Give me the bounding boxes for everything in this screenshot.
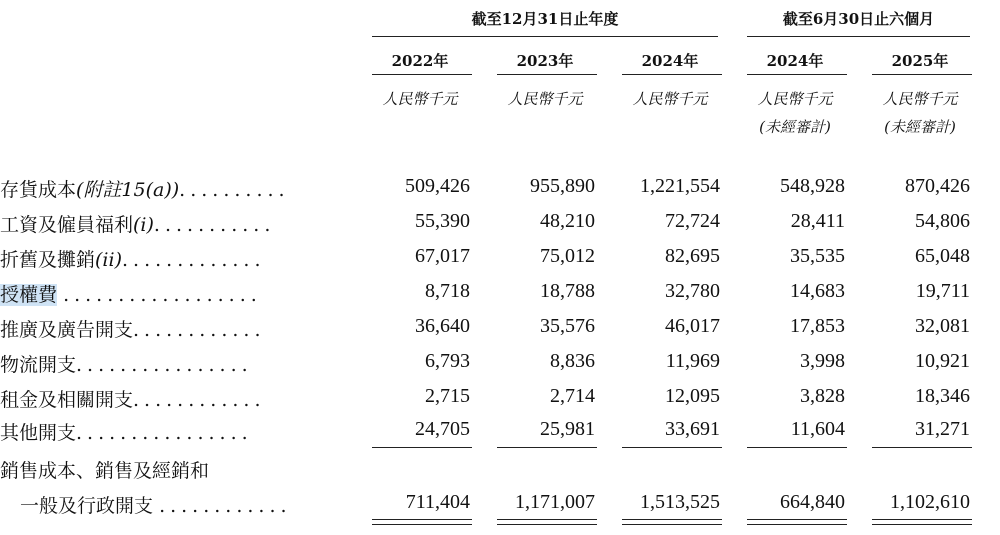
double-rule-bottom — [497, 524, 597, 525]
double-rule-bottom — [622, 524, 722, 525]
cell-value: 1,221,554 — [640, 175, 720, 197]
double-rule-bottom — [747, 524, 847, 525]
double-rule-top — [747, 519, 847, 520]
unit-label-5: 人民幣千元 — [882, 90, 958, 108]
row-label-depreciation: 折舊及攤銷(ii)............. — [0, 249, 266, 271]
row-label-logistics: 物流開支................ — [0, 354, 253, 376]
subtotal-rule — [497, 447, 597, 448]
subtotal-rule — [372, 447, 472, 448]
cell-value: 6,793 — [425, 350, 470, 372]
year-rule-4 — [747, 74, 847, 75]
total-label-line1: 銷售成本、銷售及經銷和 — [0, 460, 210, 482]
header-group-interim: 截至6月30日止六個月 — [782, 10, 935, 28]
cell-value: 54,806 — [915, 210, 970, 232]
cell-value: 33,691 — [665, 418, 720, 440]
unit-label-1: 人民幣千元 — [382, 90, 458, 108]
year-header-1: 2022年 — [391, 52, 449, 70]
cell-value: 35,535 — [790, 245, 845, 267]
double-rule-bottom — [372, 524, 472, 525]
cell-value: 11,969 — [665, 350, 720, 372]
row-label-other: 其他開支................ — [0, 422, 253, 444]
unit-label-2: 人民幣千元 — [507, 90, 583, 108]
cell-value: 55,390 — [415, 210, 470, 232]
cell-value: 14,683 — [790, 280, 845, 302]
row-label-promotion-advertising: 推廣及廣告開支............ — [0, 319, 266, 341]
row-label-rent: 租金及相關開支............ — [0, 389, 266, 411]
row-label-inventory-cost: 存貨成本(附註15(a)).......... — [0, 179, 290, 201]
double-rule-top — [872, 519, 972, 520]
cell-value: 18,346 — [915, 385, 970, 407]
subtotal-rule — [747, 447, 847, 448]
double-rule-top — [372, 519, 472, 520]
cell-value: 36,640 — [415, 315, 470, 337]
cell-value: 25,981 — [540, 418, 595, 440]
cell-value: 28,411 — [790, 210, 845, 232]
cell-value: 75,012 — [540, 245, 595, 267]
unit-label-4: 人民幣千元 — [757, 90, 833, 108]
cell-value: 18,788 — [540, 280, 595, 302]
row-label-license-fee: 授權費 .................. — [0, 284, 262, 306]
double-rule-top — [622, 519, 722, 520]
unaudited-label-5: (未經審計) — [884, 118, 956, 136]
cell-value: 2,714 — [550, 385, 595, 407]
cell-value: 67,017 — [415, 245, 470, 267]
year-header-3: 2024年 — [641, 52, 699, 70]
cell-value: 17,853 — [790, 315, 845, 337]
year-header-2: 2023年 — [516, 52, 574, 70]
double-rule-bottom — [872, 524, 972, 525]
cell-value: 31,271 — [915, 418, 970, 440]
cell-value: 509,426 — [405, 175, 470, 197]
total-value: 664,840 — [780, 491, 845, 513]
cell-value: 32,780 — [665, 280, 720, 302]
year-rule-3 — [622, 74, 722, 75]
unaudited-label-4: (未經審計) — [759, 118, 831, 136]
cell-value: 82,695 — [665, 245, 720, 267]
total-value: 1,102,610 — [890, 491, 970, 513]
cell-value: 8,836 — [550, 350, 595, 372]
cell-value: 35,576 — [540, 315, 595, 337]
cell-value: 3,998 — [800, 350, 845, 372]
unit-label-3: 人民幣千元 — [632, 90, 708, 108]
cell-value: 870,426 — [905, 175, 970, 197]
year-rule-2 — [497, 74, 597, 75]
cell-value: 24,705 — [415, 418, 470, 440]
total-value: 711,404 — [405, 491, 470, 513]
year-header-5: 2025年 — [891, 52, 949, 70]
subtotal-rule — [622, 447, 722, 448]
cell-value: 548,928 — [780, 175, 845, 197]
cell-value: 19,711 — [915, 280, 970, 302]
header-group-interim-rule — [747, 36, 970, 37]
cell-value: 11,604 — [790, 418, 845, 440]
cell-value: 48,210 — [540, 210, 595, 232]
cell-value: 2,715 — [425, 385, 470, 407]
cell-value: 32,081 — [915, 315, 970, 337]
cell-value: 72,724 — [665, 210, 720, 232]
cell-value: 46,017 — [665, 315, 720, 337]
cell-value: 8,718 — [425, 280, 470, 302]
cell-value: 12,095 — [665, 385, 720, 407]
total-value: 1,171,007 — [515, 491, 595, 513]
cell-value: 3,828 — [800, 385, 845, 407]
cell-value: 65,048 — [915, 245, 970, 267]
year-header-4: 2024年 — [766, 52, 824, 70]
header-group-annual-rule — [372, 36, 718, 37]
cell-value: 10,921 — [915, 350, 970, 372]
year-rule-5 — [872, 74, 972, 75]
row-label-wages-benefits: 工資及僱員福利(i)........... — [0, 214, 276, 236]
subtotal-rule — [872, 447, 972, 448]
cell-value: 955,890 — [530, 175, 595, 197]
total-value: 1,513,525 — [640, 491, 720, 513]
header-group-annual: 截至12月31日止年度 — [471, 10, 619, 28]
double-rule-top — [497, 519, 597, 520]
year-rule-1 — [372, 74, 472, 75]
total-label-line2: 一般及行政開支 ............ — [20, 495, 292, 517]
selected-text-highlight[interactable]: 授權費 — [0, 284, 58, 306]
